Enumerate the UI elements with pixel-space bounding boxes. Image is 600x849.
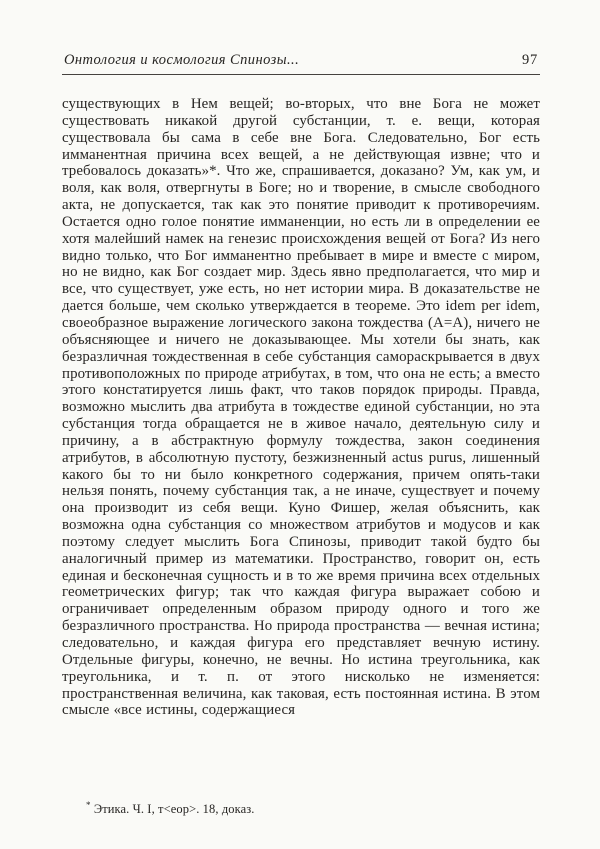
footnote-marker: * — [86, 799, 91, 810]
running-title: Онтология и космология Спинозы... — [64, 52, 300, 68]
body-paragraph: существующих в Нем вещей; во-вторых, что вне Бога не может существовать никакой другой субстанции, т. е. вещи, которая существовала бы сама в себе вне Бога. Следовательно, Бог есть имманентная причина всех вещей, а не действующая извне; что и требовалось доказать»*. Что же, спрашивается, доказано? Ум, как ум, и воля, как воля, отвергнуты в Боге; но и творение, в смысле свободного акта, не допускается, так как это понятие приводит к противоречиям. Остается одно голое понятие имманенции, но есть ли в определении ее хотя малейший намек на генезис происхождения вещей от Бога? Из него видно только, что Бог имманентно пребывает в мире и вместе с миром, но не видно, как Бог создает мир. Здесь явно предполагается, что мир и все, что существует, уже есть, но нет истории мира. В доказательстве не дается больше, чем сколько утверждается в теореме. Это idem per idem, своеобразное выражение логического закона тождества (А=А), ничего не объясняющее и ничего не доказывающее. Мы хотели бы знать, как безразличная тождественная в себе субстанция самораскрывается в двух противоположных по природе атрибутах, в том, что она не есть; а вместо этого констатируется лишь факт, что таков порядок природы. Правда, возможно мыслить два атрибута в тождестве единой субстанции, но эта субстанция тогда обращается не в живое начало, деятельную силу и причину, а в абстрактную формулу тождества, закон соединения атрибутов, в абсолютную пустоту, безжизненный actus purus, лишенный какого бы то ни было конкретного содержания, причем опять-таки нельзя понять, почему субстанция так, а не иначе, существует и почему она производит из себя вещи. Куно Фишер, желая объяснить, как возможна одна субстанция со множеством атрибутов и модусов и как поэтому следует мыслить Бога Спинозы, приводит такой будто бы аналогичный пример из математики. Пространство, говорит он, есть единая и бесконечная сущность и в то же время причина всех отдельных геометрических фигур; так что каждая фигура выражает собою и ограничивает определенным образом природу одного и того же безразличного пространства. Но природа пространства — вечная истина; следовательно, и каждая фигура его представляет вечную истину. Отдельные фигуры, конечно, не вечны. Но истина треугольника, как треугольника, и т. п. от этого нисколько не изменяется: пространственная величина, как таковая, есть постоянная истина. В этом смысле «все истины, содержащиеся — [62, 96, 540, 719]
page-header — [62, 52, 540, 75]
footnote — [62, 799, 540, 821]
page-body — [62, 96, 540, 719]
page-number: 97 — [522, 52, 538, 68]
footnote-text: Этика. Ч. I, т<еор>. 18, доказ. — [93, 802, 255, 816]
